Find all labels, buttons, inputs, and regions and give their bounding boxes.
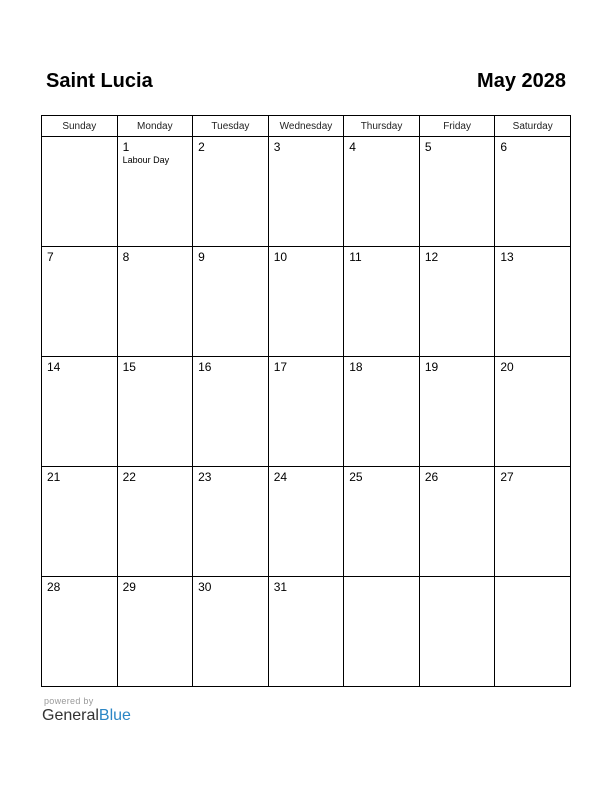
day-number: 8 [122, 250, 130, 264]
calendar-grid [41, 115, 571, 687]
day-number: 25 [349, 470, 363, 484]
day-cell [42, 357, 118, 467]
day-number: 28 [47, 580, 61, 594]
day-cell [268, 137, 344, 247]
day-cell [193, 137, 269, 247]
day-cell [419, 577, 495, 687]
day-cell [117, 137, 193, 247]
weekday-saturday: Saturday [495, 116, 571, 137]
day-cell [193, 577, 269, 687]
day-number: 11 [349, 250, 362, 264]
week-row [42, 137, 571, 247]
day-cell [344, 247, 420, 357]
footer-branding [42, 696, 131, 725]
brand-blue-text: Blue [98, 707, 131, 724]
day-cell [495, 357, 571, 467]
day-number: 27 [500, 470, 514, 484]
day-number: 21 [47, 470, 61, 484]
weekday-monday: Monday [117, 116, 193, 137]
day-cell [344, 467, 420, 577]
day-number: 14 [47, 360, 61, 374]
day-number [420, 577, 495, 581]
day-cell [419, 247, 495, 357]
brand-general-text: General [42, 707, 99, 724]
week-row [42, 247, 571, 357]
day-number: 3 [273, 140, 281, 154]
day-number: 7 [47, 250, 54, 264]
day-number: 5 [424, 140, 432, 154]
day-cell [42, 577, 118, 687]
day-cell [419, 467, 495, 577]
day-number: 1 [122, 140, 130, 154]
day-number: 22 [122, 470, 136, 484]
weekday-thursday: Thursday [344, 116, 420, 137]
day-number [344, 577, 419, 581]
day-cell [495, 577, 571, 687]
day-number: 17 [273, 360, 288, 374]
day-cell [495, 247, 571, 357]
day-cell [193, 467, 269, 577]
day-number: 12 [424, 250, 439, 264]
day-cell [344, 357, 420, 467]
day-cell [193, 247, 269, 357]
day-number [495, 577, 570, 581]
day-number: 16 [198, 360, 212, 374]
day-cell [268, 357, 344, 467]
day-cell [193, 357, 269, 467]
weekday-sunday: Sunday [42, 116, 118, 137]
day-number: 29 [122, 580, 136, 594]
day-cell [268, 467, 344, 577]
day-cell [117, 357, 193, 467]
day-number: 2 [198, 140, 205, 154]
day-cell [42, 467, 118, 577]
day-cell [419, 357, 495, 467]
week-row [42, 467, 571, 577]
weekday-tuesday: Tuesday [193, 116, 269, 137]
day-cell [42, 137, 118, 247]
day-number: 31 [273, 580, 288, 594]
day-number: 19 [424, 360, 439, 374]
day-cell [117, 467, 193, 577]
weekday-friday: Friday [419, 116, 495, 137]
day-number: 9 [198, 250, 205, 264]
day-cell [117, 247, 193, 357]
country-title: Saint Lucia [46, 70, 153, 92]
day-number: 26 [424, 470, 439, 484]
day-cell [344, 577, 420, 687]
day-number: 24 [273, 470, 288, 484]
day-number [42, 137, 117, 141]
generalblue-logo[interactable] [42, 707, 131, 725]
day-number: 23 [198, 470, 212, 484]
day-number: 15 [122, 360, 136, 374]
day-number: 6 [500, 140, 508, 154]
day-cell [419, 137, 495, 247]
day-cell [117, 577, 193, 687]
day-cell [344, 137, 420, 247]
day-cell [268, 247, 344, 357]
day-number: 20 [500, 360, 514, 374]
weekday-wednesday: Wednesday [268, 116, 344, 137]
calendar-header [44, 70, 566, 100]
day-number: 13 [500, 250, 514, 264]
week-row [42, 357, 571, 467]
day-cell [495, 137, 571, 247]
day-number: 18 [349, 360, 363, 374]
powered-by-text: powered by [44, 696, 94, 706]
day-cell [268, 577, 344, 687]
day-cell [42, 247, 118, 357]
holiday-label: Labour Day [122, 155, 170, 165]
month-title: May 2028 [477, 70, 566, 92]
week-row [42, 577, 571, 687]
weekday-header-row [42, 116, 571, 137]
day-cell [495, 467, 571, 577]
day-number: 4 [349, 140, 356, 154]
day-number: 10 [273, 250, 288, 264]
day-number: 30 [198, 580, 212, 594]
